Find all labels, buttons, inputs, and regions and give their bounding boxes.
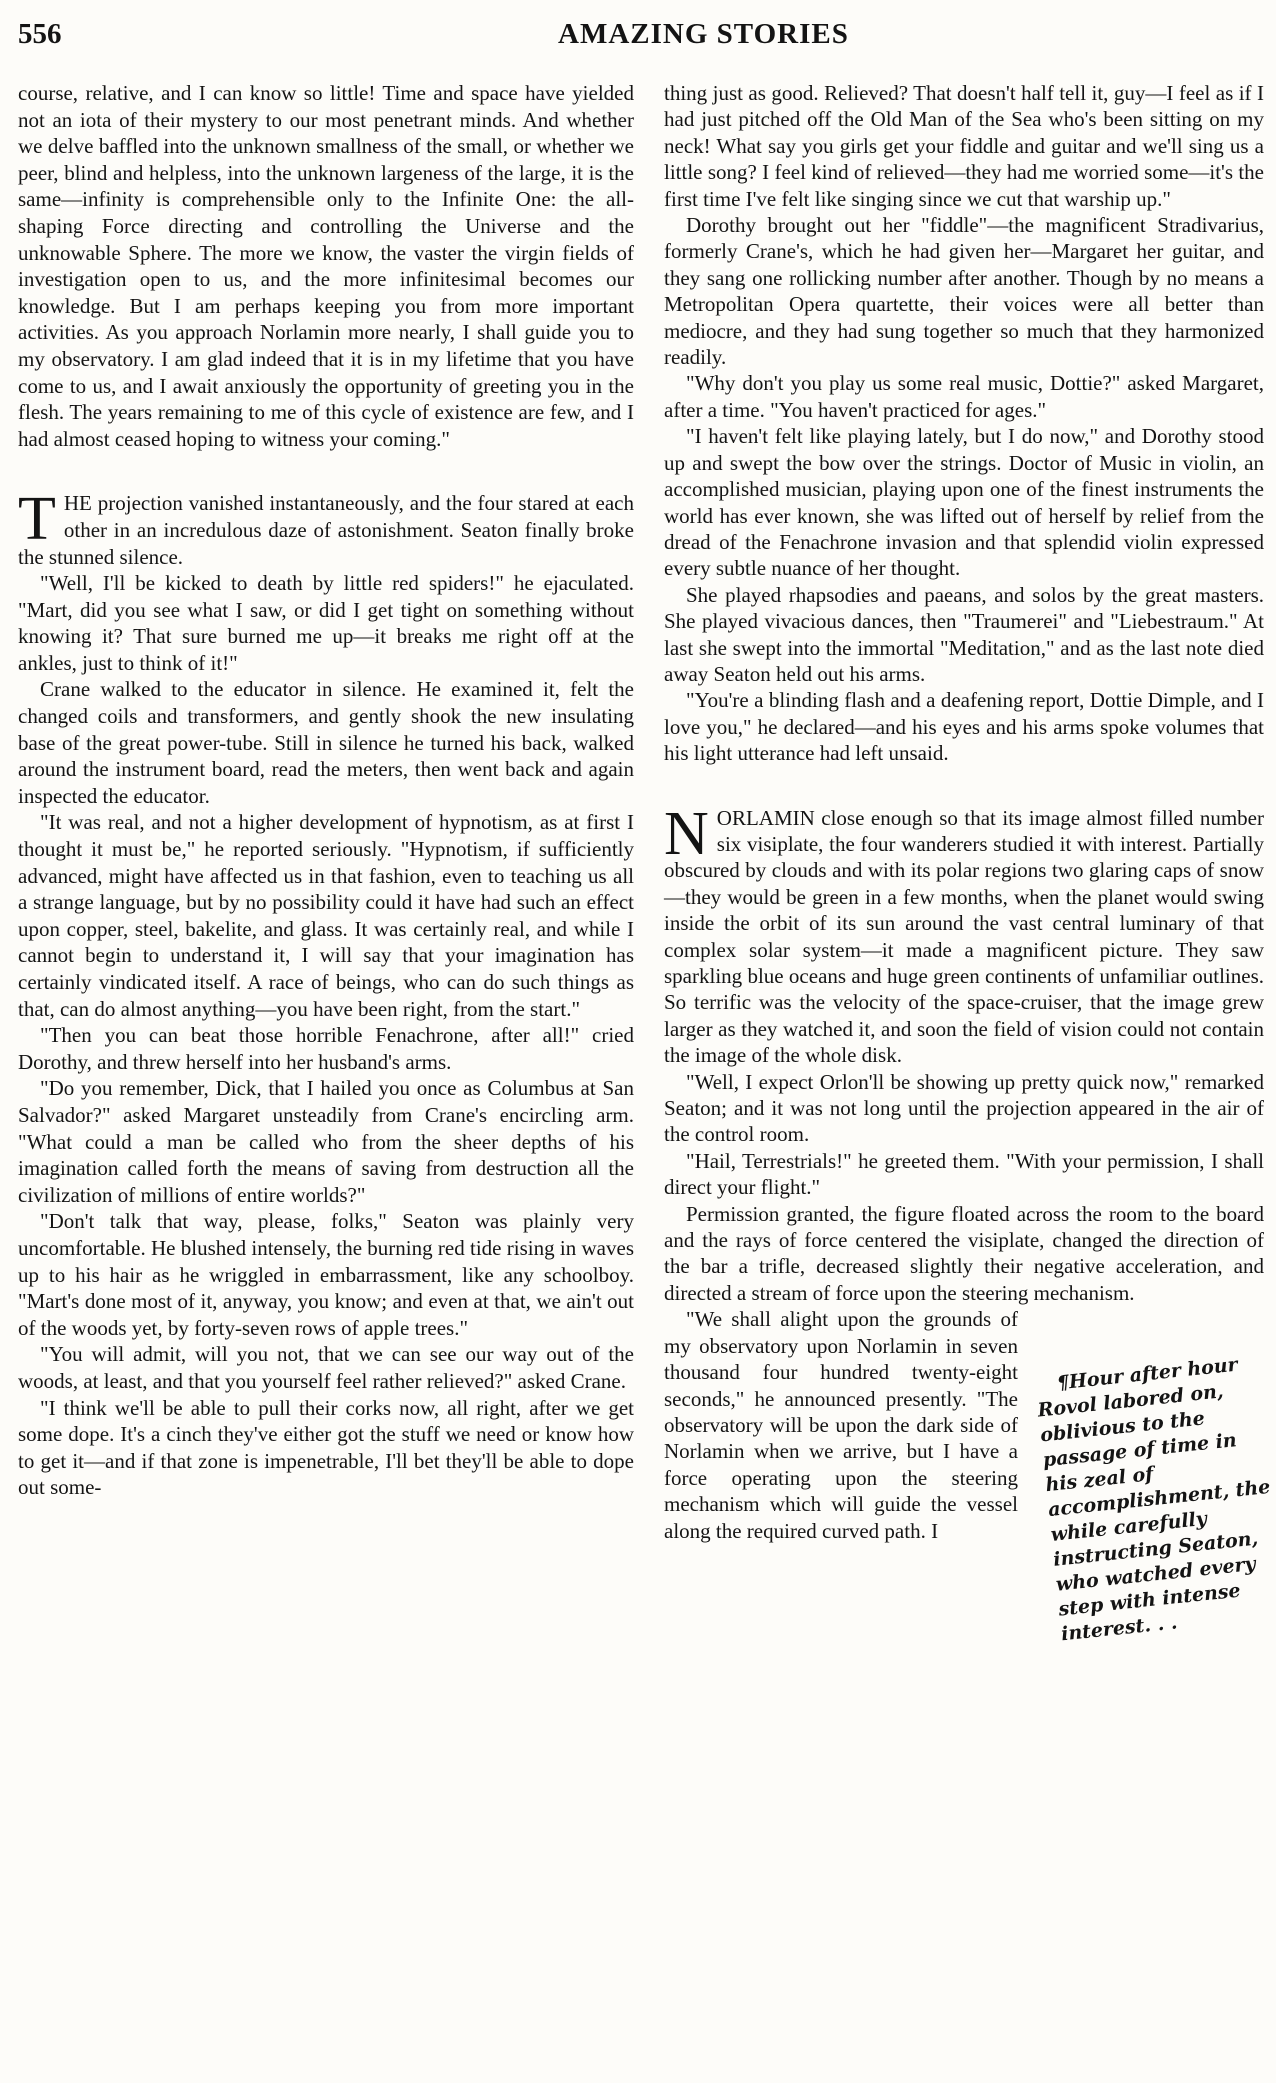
paragraph: Crane walked to the educator in silence. He examined it, felt the changed coils and transformers, and gently shook the new insulating base of the great power-tube. Still in silence he turned his back, walked around the instrument board, read the meters, then went back and again inspected the educator. xyxy=(18,677,634,808)
right-column xyxy=(664,80,1272,1646)
section-intro-text: HE projection vanished instantaneously, and the four stared at each other in an incredulous daze of astonishment. Seaton finally broke the stunned silence. xyxy=(18,491,634,569)
paragraph: "Don't talk that way, please, folks," Seaton was plainly very uncomfortable. He blushed intensely, the burning red tide rising in waves up to his hair as he wriggled in embarrassment, like any schoolboy. "Mart's done most of it, anyway, you know; and even at that, we ain't out of the woods yet, by forty-seven rows of apple trees." xyxy=(18,1209,634,1340)
side-note-text: ¶Hour after hour Rovol labored on, oblivious to the passage of time in his zeal of accomplishment, the while carefully instructing Seaton, who watched every step with intense interest. . . xyxy=(1036,1353,1272,1646)
paragraph: "Why don't you play us some real music, Dottie?" asked Margaret, after a time. "You haven't practiced for ages." xyxy=(664,371,1264,422)
paragraph: "It was real, and not a higher development of hypnotism, as at first I thought it must be," he reported seriously. "Hypnotism, if sufficiently advanced, might have affected us in that fashion, even to teaching us all a strange language, but by no possibility could it have had such an effect upon copper, steel, bakelite, and glass. It was certainly real, and while I cannot begin to understand it, I will say that your imagination has certainly vindicated itself. A race of beings, who can do such things as that, can do almost anything—you have been right, from the start." xyxy=(18,810,634,1021)
paragraph: She played rhapsodies and paeans, and solos by the great masters. She played vivacious dances, then "Traumerei" and "Liebestraum." At last she swept into the immortal "Meditation," and as the last note died away Seaton held out his arms. xyxy=(664,582,1264,686)
paragraph: "Then you can beat those horrible Fenachrone, after all!" cried Dorothy, and threw herself into her husband's arms. xyxy=(18,1023,634,1074)
section-intro-text: ORLAMIN close enough so that its image almost filled number six visiplate, the four wanderers studied it with interest. Partially obscured by clouds and with its polar regions two glaring caps of snow—they would be green in a few months, when the planet would swing inside the orbit of its sun around the vast central luminary of that complex solar system—it made a magnificent picture. They saw sparkling blue oceans and huge green continents of unfamiliar outlines. So terrific was the velocity of the space-cruiser, that the image grew larger as they watched it, and soon the field of vision could not contain the image of the whole disk. xyxy=(664,805,1264,1068)
section-start-paragraph xyxy=(664,799,1264,1069)
paragraph: course, relative, and I can know so little! Time and space have yielded not an iota of their mystery to our most penetrant minds. And whether we delve baffled into the unknown smallness of the small, or whether we peer, blind and helpless, into the unknown largeness of the large, it is the same—infinity is comprehensible only to the Infinite One: the all-shaping Force directing and controlling the Universe and the unknowable Sphere. The more we know, the vaster the virgin fields of investigation open to us, and the more infinitesimal becomes our knowledge. But I am perhaps keeping you from more important activities. As you approach Norlamin more nearly, I shall guide you to my observatory. I am glad indeed that it is in my lifetime that you have come to us, and I await anxiously the opportunity of greeting you in the flesh. The years remaining to me of this cycle of existence are few, and I had almost ceased hoping to witness your coming." xyxy=(18,81,634,451)
paragraph: thing just as good. Relieved? That doesn't half tell it, guy—I feel as if I had just pitched off the Old Man of the Sea who's been sitting on my neck! What say you girls get your fiddle and guitar and we'll sing us a little song? I feel kind of relieved—they had me worried some—it's the first time I've felt like singing since we cut that warship up." xyxy=(664,81,1264,211)
running-title: AMAZING STORIES xyxy=(558,18,849,50)
paragraph: Permission granted, the figure floated across the room to the board and the rays of force centered the visiplate, changed the direction of the bar a trifle, decreased slightly their negative acceleration, and directed a stream of force upon the steering mechanism. xyxy=(664,1201,1264,1305)
paragraph: "Well, I'll be kicked to death by little red spiders!" he ejaculated. "Mart, did you see what I saw, or did I get tight on something without knowing it? That sure burned me up—it breaks me right off at the ankles, just to think of it!" xyxy=(18,571,634,675)
paragraph-with-sidebar xyxy=(664,1306,1272,1646)
paragraph: "I think we'll be able to pull their corks now, all right, after we get some dope. It's a cinch they've either got the stuff we need or know how to get it—and if that zone is impenetrable, I'll bet they'll be able to dope out some- xyxy=(18,1395,634,1500)
drop-cap: N xyxy=(664,799,709,868)
paragraph-text: "We shall alight upon the grounds of my observatory upon Norlamin in seven thousand four hundred twenty-eight seconds," he announced presently. "The observatory will be upon the dark side of Norlamin when we arrive, but I have a force operating upon the steering mechanism which will guide the vessel along the required curved path. I xyxy=(664,1307,1018,1543)
section-start-paragraph xyxy=(18,485,634,570)
side-note xyxy=(1032,1353,1272,1646)
paragraph: "Do you remember, Dick, that I hailed you once as Columbus at San Salvador?" asked Margaret unsteadily from Crane's encircling arm. "What could a man be called who from the sheer depths of his imagination called forth the means of saving from destruction all the civilization of millions of entire worlds?" xyxy=(18,1076,634,1207)
paragraph: "I haven't felt like playing lately, but I do now," and Dorothy stood up and swept the bow over the strings. Doctor of Music in violin, an accomplished musician, playing upon one of the finest instruments the world has ever known, she was lifted out of herself by relief from the dread of the Fenachrone invasion and that splendid violin expressed every subtle nuance of her thought. xyxy=(664,424,1264,581)
drop-cap: T xyxy=(18,485,56,554)
paragraph: "You will admit, will you not, that we can see our way out of the woods, at least, and that you yourself feel rather relieved?" asked Crane. xyxy=(18,1342,634,1393)
page-header xyxy=(18,6,1258,56)
paragraph: Dorothy brought out her "fiddle"—the magnificent Stradivarius, formerly Crane's, which he had given her—Margaret her guitar, and they sang one rollicking number after another. Though by no means a Metropolitan Opera quartette, their voices were all better than mediocre, and they had sung together so much that they harmonized readily. xyxy=(664,213,1264,370)
paragraph: "Well, I expect Orlon'll be showing up pretty quick now," remarked Seaton; and it was not long until the projection appeared in the air of the control room. xyxy=(664,1069,1264,1147)
paragraph: "You're a blinding flash and a deafening report, Dottie Dimple, and I love you," he declared—and his eyes and his arms spoke volumes that his light utterance had left unsaid. xyxy=(664,688,1264,766)
left-column xyxy=(18,80,634,1501)
page-number: 556 xyxy=(18,18,62,50)
paragraph: "Hail, Terrestrials!" he greeted them. "With your permission, I shall direct your flight." xyxy=(664,1148,1264,1200)
